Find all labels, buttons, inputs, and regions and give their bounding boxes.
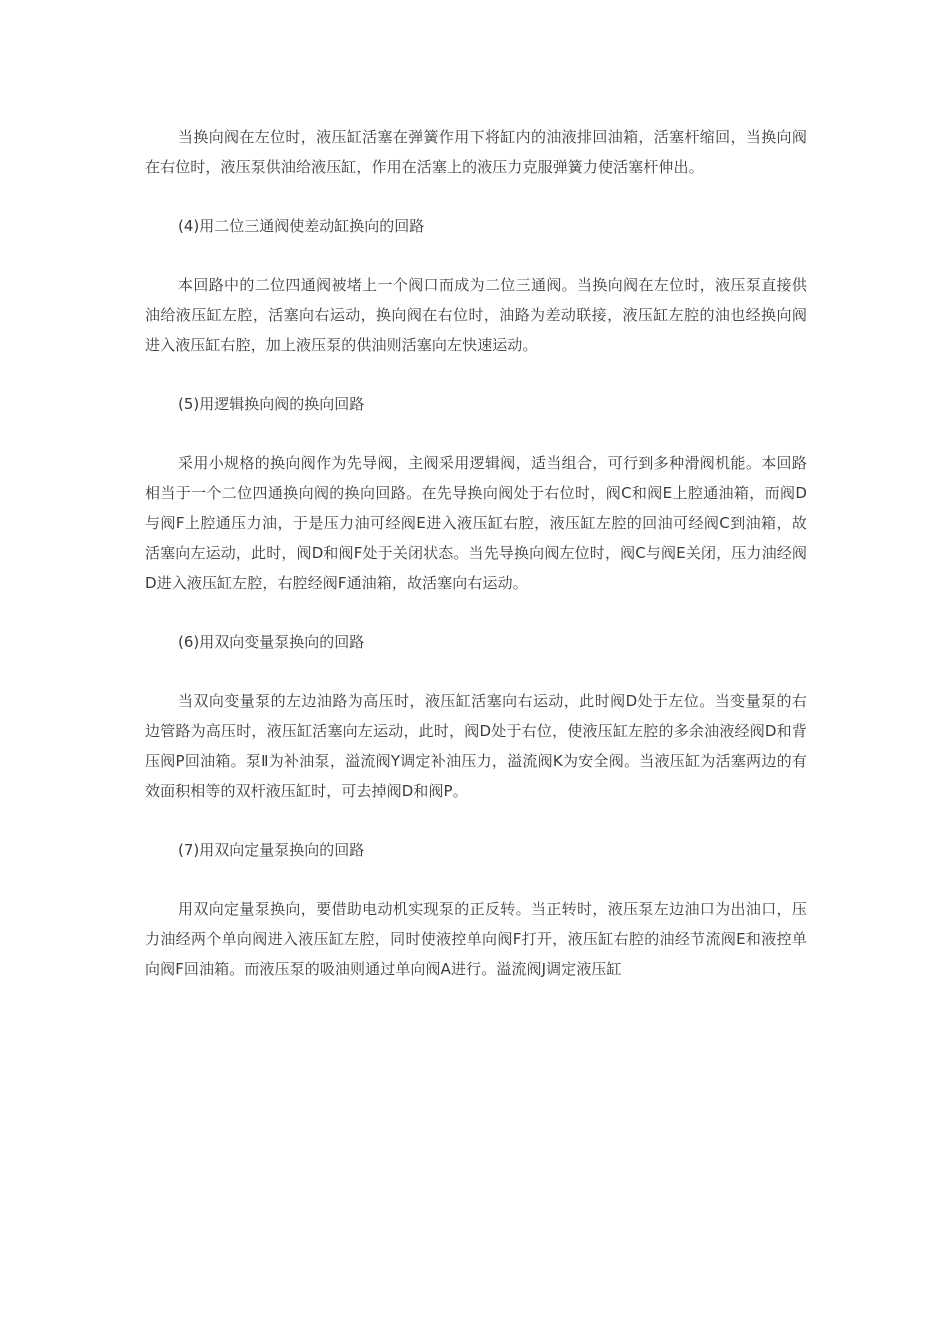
section-heading-7: (7)用双向定量泵换向的回路 [178,841,365,859]
document-body [145,122,807,984]
paragraph-1: 当换向阀在左位时，液压缸活塞在弹簧作用下将缸内的油液排回油箱，活塞杆缩回，当换向阀在右位时，液压泵供油给液压缸，作用在活塞上的液压力克服弹簧力使活塞杆伸出。 [145,128,807,176]
paragraph-3: 采用小规格的换向阀作为先导阀，主阀采用逻辑阀，适当组合，可行到多种滑阀机能。本回路相当于一个二位四通换向阀的换向回路。在先导换向阀处于右位时，阀C和阀E上腔通油箱，而阀D与阀F上腔通压力油，于是压力油可经阀E进入液压缸右腔，液压缸左腔的回油可经阀C到油箱，故活塞向左运动，此时，阀D和阀F处于关闭状态。当先导换向阀左位时，阀C与阀E关闭，压力油经阀D进入液压缸左腔，右腔经阀F通油箱，故活塞向右运动。 [145,454,807,592]
section-heading-6: (6)用双向变量泵换向的回路 [178,633,365,651]
paragraph-5: 用双向定量泵换向，要借助电动机实现泵的正反转。当正转时，液压泵左边油口为出油口，压力油经两个单向阀进入液压缸左腔，同时使液控单向阀F打开，液压缸右腔的油经节流阀E和液控单向阀F回油箱。而液压泵的吸油则通过单向阀A进行。溢流阀J调定液压缸 [145,900,807,978]
section-heading-4: (4)用二位三通阀使差动缸换向的回路 [178,217,425,235]
paragraph-4: 当双向变量泵的左边油路为高压时，液压缸活塞向右运动，此时阀D处于左位。当变量泵的右边管路为高压时，液压缸活塞向左运动，此时，阀D处于右位，使液压缸左腔的多余油液经阀D和背压阀P回油箱。泵Ⅱ为补油泵，溢流阀Y调定补油压力，溢流阀K为安全阀。当液压缸为活塞两边的有效面积相等的双杆液压缸时，可去掉阀D和阀P。 [145,692,807,800]
section-heading-5: (5)用逻辑换向阀的换向回路 [178,395,365,413]
paragraph-2: 本回路中的二位四通阀被堵上一个阀口而成为二位三通阀。当换向阀在左位时，液压泵直接供油给液压缸左腔，活塞向右运动，换向阀在右位时，油路为差动联接，液压缸左腔的油也经换向阀进入液压缸右腔，加上液压泵的供油则活塞向左快速运动。 [145,276,807,354]
